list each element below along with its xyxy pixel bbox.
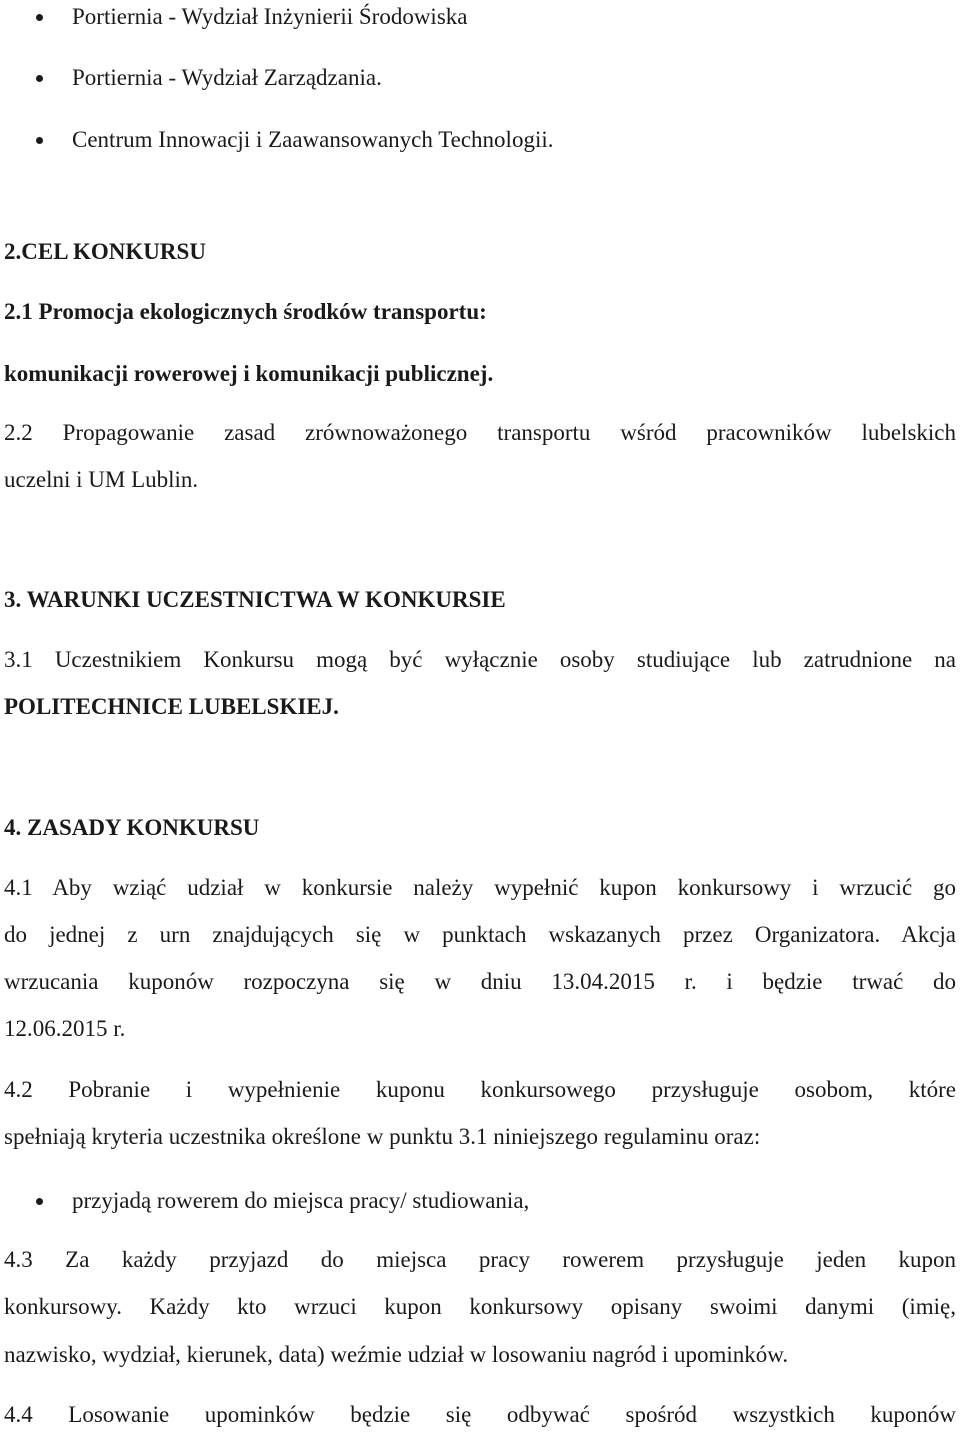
paragraph-line: 2.1 Promocja ekologicznych środków transportu:	[4, 299, 487, 324]
section-heading: 2.CEL KONKURSU	[4, 239, 206, 264]
list-item-text: Portiernia - Wydział Zarządzania.	[72, 65, 382, 90]
paragraph-line: spełniają kryteria uczestnika określone w punktu 3.1 niniejszego regulaminu oraz:	[4, 1124, 761, 1149]
paragraph-line: konkursowy. Każdy kto wrzuci kupon konkursowy opisany swoimi danymi (imię,	[4, 1294, 956, 1319]
paragraph-line: do jednej z urn znajdujących się w punktach wskazanych przez Organizatora. Akcja	[4, 922, 956, 947]
bullet-icon	[36, 14, 43, 21]
list-item-text: Portiernia - Wydział Inżynierii Środowiska	[72, 4, 468, 29]
paragraph-line: 12.06.2015 r.	[4, 1016, 126, 1041]
paragraph-line: komunikacji rowerowej i komunikacji publicznej.	[4, 361, 494, 386]
paragraph-line: 4.3 Za każdy przyjazd do miejsca pracy rowerem przysługuje jeden kupon	[4, 1247, 956, 1272]
bullet-icon	[36, 1198, 43, 1205]
section-heading: 4. ZASADY KONKURSU	[4, 815, 260, 840]
bullet-icon	[36, 137, 43, 144]
bullet-icon	[36, 75, 43, 82]
paragraph-line: wrzucania kuponów rozpoczyna się w dniu 13.04.2015 r. i będzie trwać do	[4, 969, 956, 994]
paragraph-line: POLITECHNICE LUBELSKIEJ.	[4, 694, 339, 719]
list-item-text: przyjadą rowerem do miejsca pracy/ studiowania,	[72, 1188, 530, 1213]
section-heading: 3. WARUNKI UCZESTNICTWA W KONKURSIE	[4, 587, 506, 612]
list-item-text: Centrum Innowacji i Zaawansowanych Technologii.	[72, 127, 554, 152]
paragraph-line: 2.2 Propagowanie zasad zrównoważonego transportu wśród pracowników lubelskich	[4, 420, 956, 445]
paragraph-line: nazwisko, wydział, kierunek, data) weźmie udział w losowaniu nagród i upominków.	[4, 1342, 789, 1367]
paragraph-line: 4.2 Pobranie i wypełnienie kuponu konkursowego przysługuje osobom, które	[4, 1077, 956, 1102]
paragraph-line: 4.4 Losowanie upominków będzie się odbywać spośród wszystkich kuponów	[4, 1402, 956, 1427]
paragraph-line: uczelni i UM Lublin.	[4, 467, 199, 492]
paragraph-line: 4.1 Aby wziąć udział w konkursie należy wypełnić kupon konkursowy i wrzucić go	[4, 875, 956, 900]
paragraph-line: 3.1 Uczestnikiem Konkursu mogą być wyłącznie osoby studiujące lub zatrudnione na	[4, 647, 956, 672]
